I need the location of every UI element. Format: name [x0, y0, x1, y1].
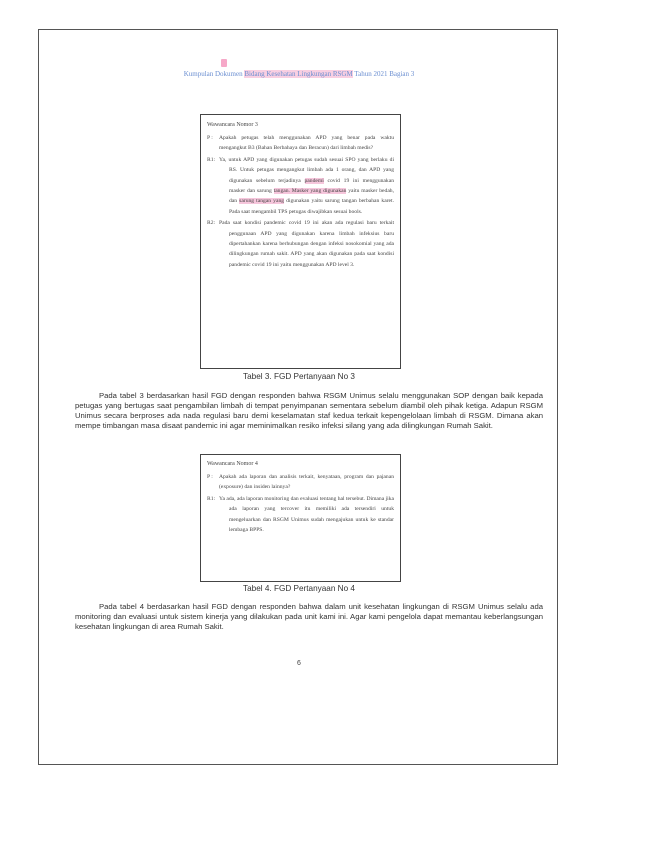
answer-speaker: R1:: [207, 495, 216, 502]
text-segment: yaitu masker bedah, dan: [229, 188, 394, 205]
running-header-suffix: Tahun 2021 Bagian 3: [352, 70, 415, 78]
question-row: [207, 472, 394, 493]
interview-box-3: [200, 114, 401, 369]
answer-row: [207, 155, 394, 217]
answer-text: [219, 494, 394, 536]
answer-speaker: R1:: [207, 156, 216, 163]
body-paragraph: [75, 602, 543, 632]
interview-title: Wawancara Nomor 4: [207, 461, 258, 467]
text-segment: Ya, untuk APD yang digunakan petugas sudah sesuai SPO yang berlaku di RS. Untuk petugas mengangkut limbah ada 1 orang, dan APD yang digunakan sebelum terjadinya: [219, 156, 394, 184]
answer-row: [207, 494, 394, 536]
paragraph-text: Pada tabel 3 berdasarkan hasil FGD dengan responden bahwa RSGM Unimus selalu menggunakan SOP dengan baik kepada petugas yang bertugas saat pengambilan limbah di tempat penyimpanan sementara sebelum diambil oleh pihak ketiga. Adapun RSGM Unimus secara berproses ada nada regulasi baru demi keselamatan staf kedua terkait kepengelolaan limbah di RSGM. Dimana akan mempe timbangan masa disaat pandemic ini agar meminimalkan resiko infeksi silang yang ada dilingkungan Rumah Sakit.: [75, 391, 543, 430]
highlighted-text: tangan. Masker yang digunakan: [273, 188, 347, 195]
question-text: Apakah petugas telah menggunakan APD yang benar pada waktu mengangkut B3 (Bahan Berbahaya dan Beracun) dari limbah medis?: [219, 135, 394, 152]
interview-title: Wawancara Nomor 3: [207, 122, 258, 128]
text-segment: digunakan yaitu sarung tangan berbahan karet. Pada saat mengambil TPS petugas diwajibkan sesuai bools.: [229, 198, 394, 215]
interview-box-4: [200, 454, 401, 582]
page-number: 6: [297, 660, 301, 667]
answer-text: [219, 155, 394, 217]
running-header-highlight: Bidang Kesehatan Lingkungan RSGM: [244, 70, 353, 78]
running-header: [99, 70, 499, 78]
table-caption: Tabel 4. FGD Pertanyaan No 4: [243, 584, 355, 593]
text-segment: Pada saat kondisi pandemic covid 19 ini akan ada regulasi baru terkait penggunaan APD yang digunakan karena limbah infeksius baru dipertahankan karena berhubungan dengan infeksi nosokomial yang ada dilingkungan rumah sakit. APD yang akan digunakan pada saat kondisi pandemic covid 19 ini yaitu menggunakan APD level 3.: [219, 220, 394, 268]
table-caption: Tabel 3. FGD Pertanyaan No 3: [243, 372, 355, 381]
document-page: [38, 29, 558, 765]
question-speaker: P :: [207, 474, 213, 480]
annotation-marker-icon[interactable]: [221, 59, 227, 67]
highlighted-text: sarung tangan yang: [239, 198, 285, 205]
question-text: Apakah ada laporan dan analisis terkait, kenyataan, program dan pajanan (exposure) dan insiden lainnya?: [219, 474, 394, 491]
highlighted-text: pandemi: [304, 177, 324, 184]
running-header-prefix: Kumpulan Dokumen: [183, 70, 243, 78]
paragraph-text: Pada tabel 4 berdasarkan hasil FGD dengan responden bahwa dalam unit kesehatan lingkungan di RSGM Unimus selalu ada monitoring dan evaluasi untuk sistem kinerja yang dilakukan pada unit kami ini. Agar kami pengelola dapat memantau keberlangsungan kesehatan lingkungan di area Rumah Sakit.: [75, 602, 543, 631]
text-segment: Ya ada, ada laporan monitoring dan evaluasi tentang hal tersebut. Dimana jika ada laporan yang tercover itu memiliki ada tersendiri untuk mengeluarkan dan RSGM Unimus sudah mengajukan untuk ke standar lembaga BPPS.: [219, 495, 394, 534]
question-speaker: P :: [207, 135, 213, 141]
text-segment: covid 19 ini menggunakan masker dan sarung: [229, 177, 394, 195]
answer-speaker: R2:: [207, 220, 216, 227]
body-paragraph: [75, 391, 543, 431]
answer-text: [219, 218, 394, 270]
answer-row: [207, 218, 394, 270]
question-row: [207, 133, 394, 154]
